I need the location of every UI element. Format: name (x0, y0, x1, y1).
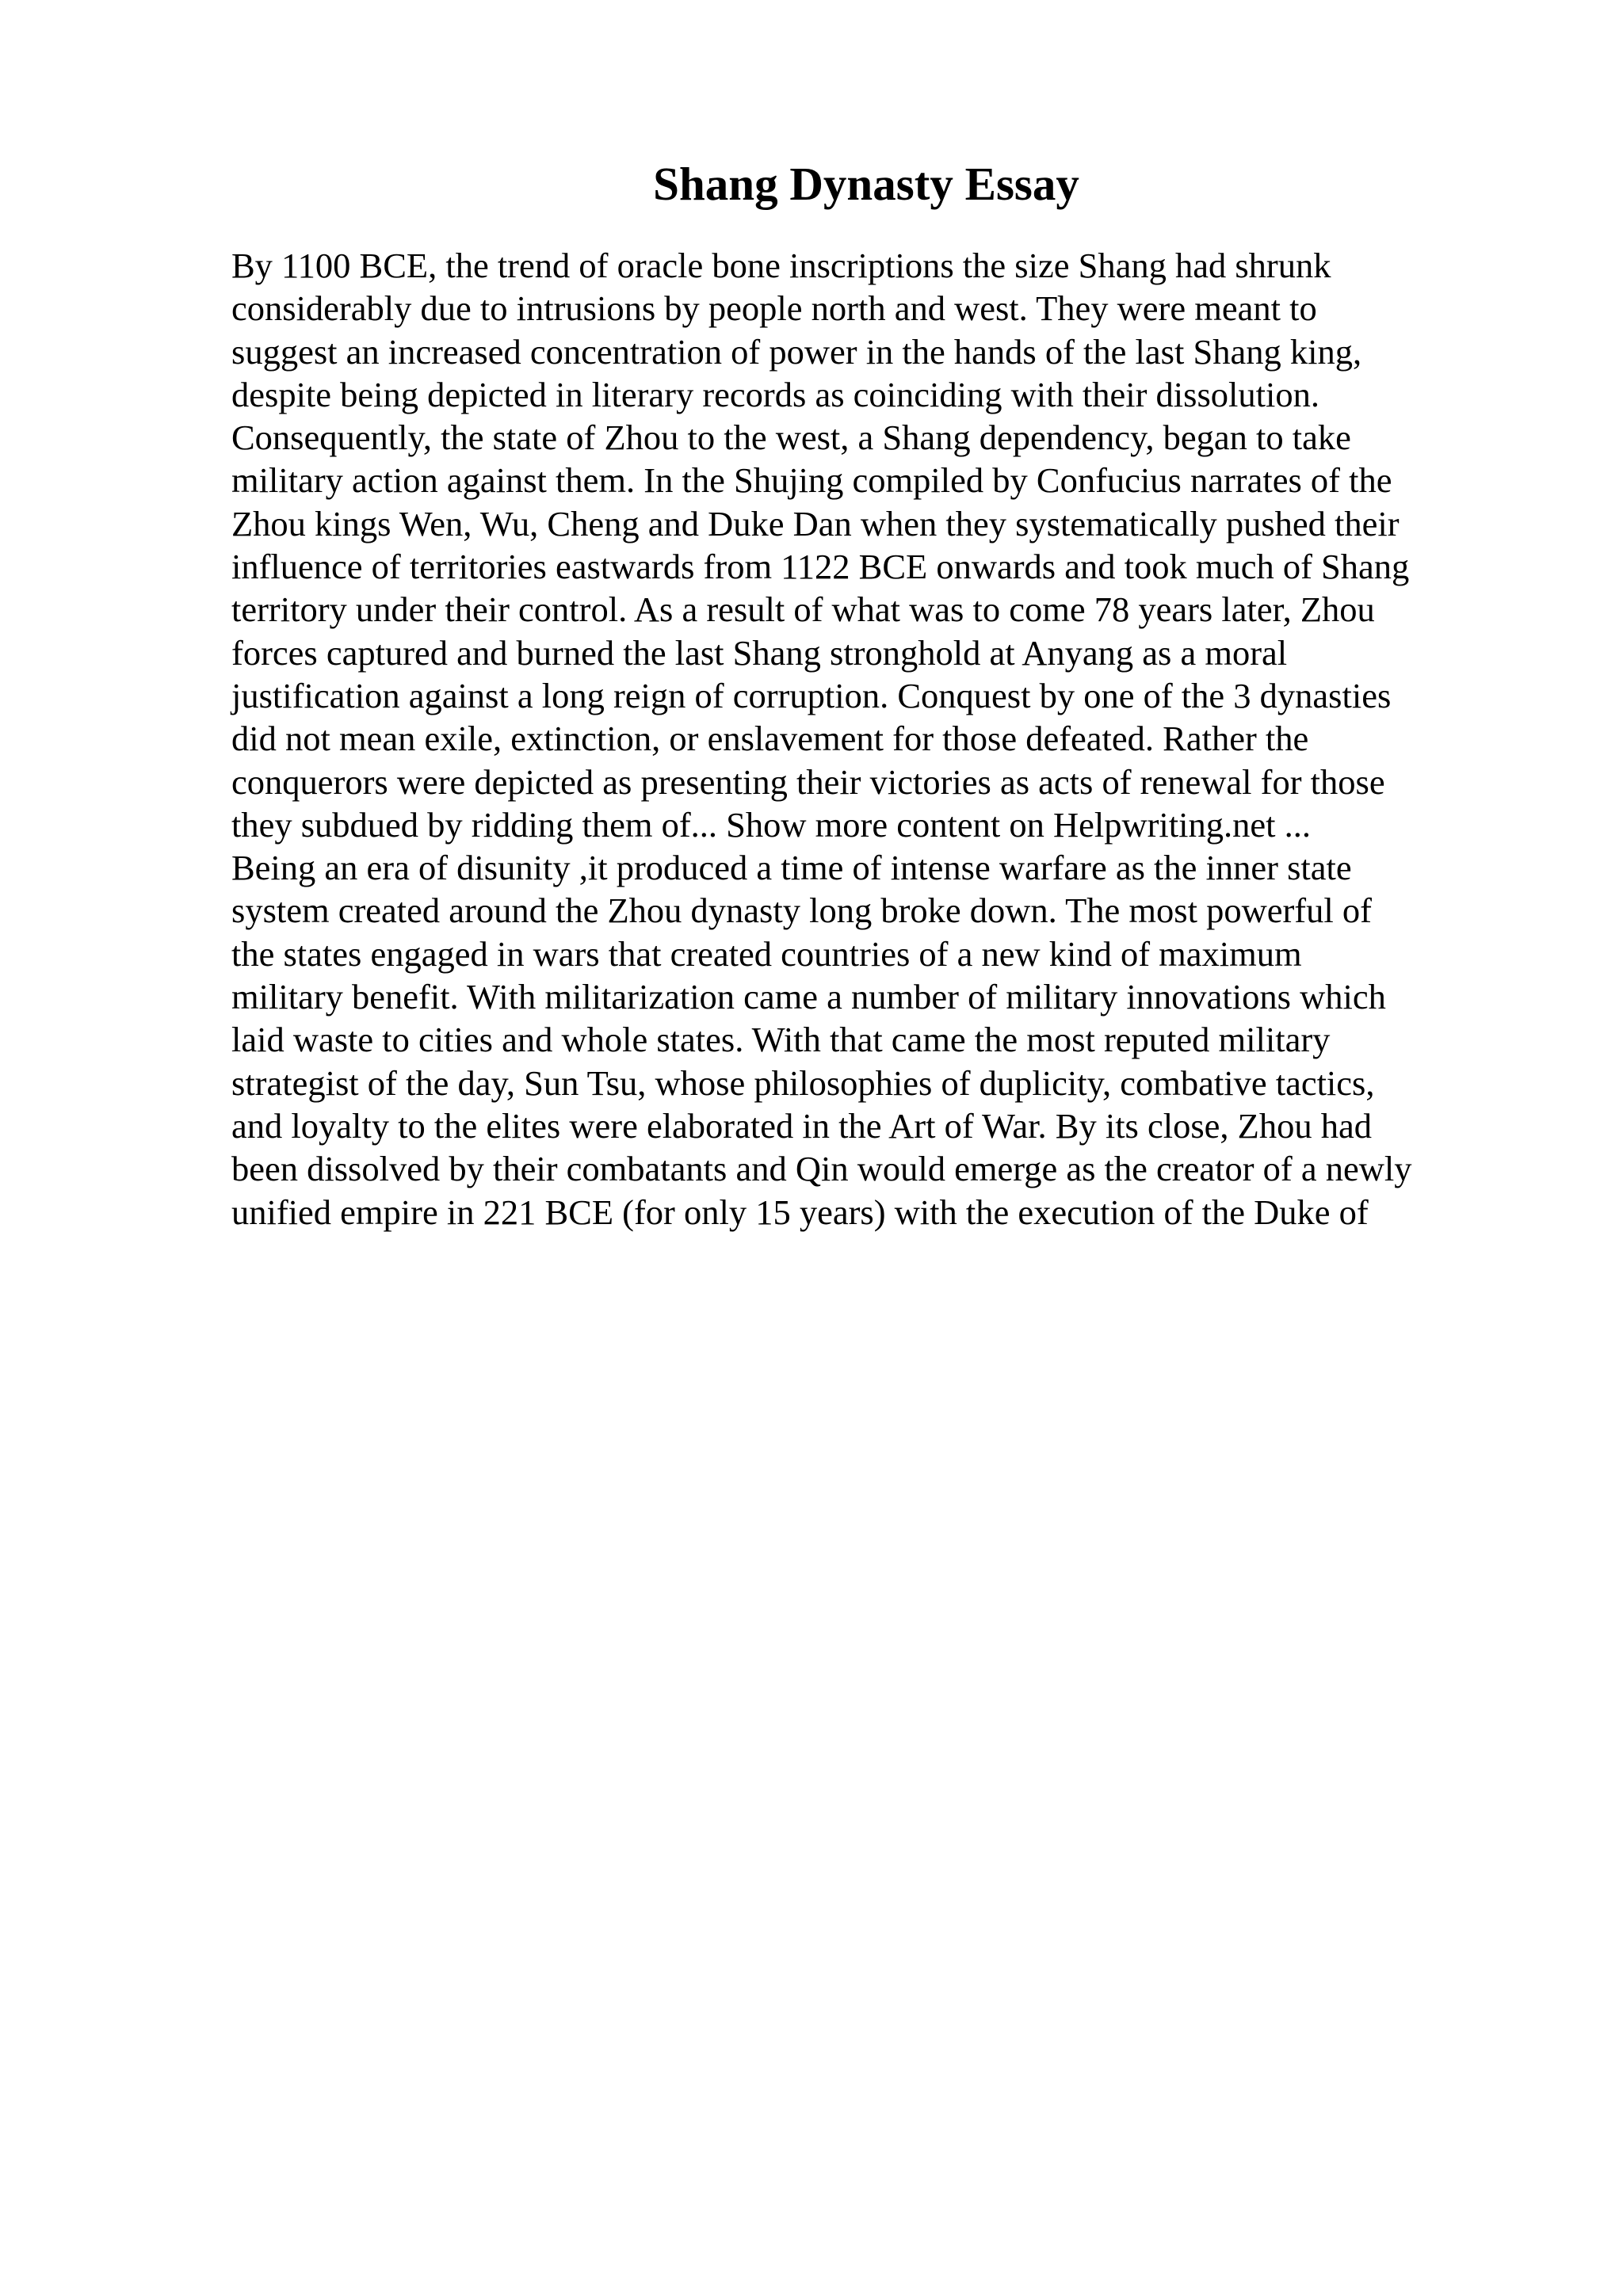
text-line: justification against a long reign of corruption. Conquest by one of the 3 dynasties (231, 675, 1392, 715)
text-line: conquerors were depicted as presenting their victories as acts of renewal for those (231, 761, 1385, 802)
text-line: By 1100 BCE, the trend of oracle bone inscriptions the size Shang had shrunk (231, 246, 1331, 285)
text-line: territory under their control. As a result of what was to come 78 years later, Zhou (231, 589, 1375, 630)
text-line: suggest an increased concentration of power in the hands of the last Shang king, (231, 331, 1362, 372)
text-line: military benefit. With militarization came a number of military innovations which (231, 977, 1386, 1017)
text-line: laid waste to cities and whole states. With that came the most reputed military (231, 1020, 1331, 1060)
text-line: Consequently, the state of Zhou to the west, a Shang dependency, began to take (231, 418, 1351, 458)
document-title: Shang Dynasty Essay (653, 158, 1079, 210)
text-line: military action against them. In the Shujing compiled by Confucius narrates of the (231, 460, 1392, 501)
text-line: influence of territories eastwards from 1122 BCE onwards and took much of Shang (231, 547, 1410, 587)
essay-body (231, 244, 1515, 1234)
text-line: the states engaged in wars that created countries of a new kind of maximum (231, 933, 1302, 974)
text-line: unified empire in 221 BCE (for only 15 years) with the execution of the Duke of (231, 1192, 1369, 1232)
text-line: did not mean exile, extinction, or enslavement for those defeated. Rather the (231, 719, 1309, 759)
text-line: despite being depicted in literary records as coinciding with their dissolution. (231, 374, 1319, 414)
text-line: strategist of the day, Sun Tsu, whose philosophies of duplicity, combative tactics, (231, 1062, 1375, 1103)
text-line: Being an era of disunity ,it produced a time of intense warfare as the inner state (231, 848, 1352, 888)
text-line: considerably due to intrusions by people north and west. They were meant to (231, 288, 1317, 329)
text-line: forces captured and burned the last Shang stronghold at Anyang as a moral (231, 632, 1288, 673)
text-line: Zhou kings Wen, Wu, Cheng and Duke Dan when they systematically pushed their (231, 503, 1400, 543)
text-line: and loyalty to the elites were elaborated in the Art of War. By its close, Zhou had (231, 1105, 1372, 1146)
text-line: they subdued by ridding them of... Show more content on Helpwriting.net ... (231, 804, 1311, 845)
text-line: been dissolved by their combatants and Qin would emerge as the creator of a newly (231, 1149, 1412, 1189)
text-line: system created around the Zhou dynasty long broke down. The most powerful of (231, 891, 1372, 931)
